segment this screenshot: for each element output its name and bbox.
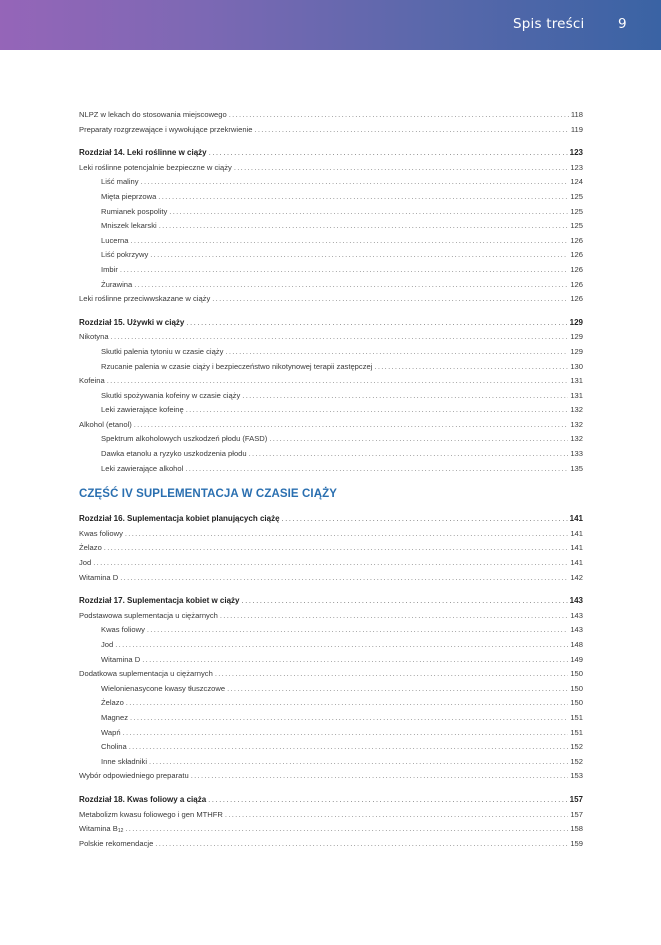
toc-subentry[interactable]: Mniszek lekarski . . . 125: [79, 219, 583, 234]
toc-subentry[interactable]: Kwas foliowy . . . 143: [79, 623, 583, 638]
toc-entry[interactable]: Leki roślinne przeciwwskazane w ciąży . . . 126: [79, 292, 583, 307]
toc-subentry[interactable]: Wapń . . . 151: [79, 726, 583, 741]
toc-entry[interactable]: Podstawowa suplementacja u ciężarnych . . . 143: [79, 609, 583, 624]
toc-subentry[interactable]: Żurawina . . . 126: [79, 278, 583, 293]
toc-subentry[interactable]: Liść maliny . . . 124: [79, 175, 583, 190]
toc-entry[interactable]: Żelazo . . . 141: [79, 541, 583, 556]
toc-subentry[interactable]: Leki zawierające kofeinę . . . 132: [79, 403, 583, 418]
toc-subentry[interactable]: Dawka etanolu a ryzyko uszkodzenia płodu . . . 133: [79, 447, 583, 462]
toc-subentry[interactable]: Mięta pieprzowa . . . 125: [79, 190, 583, 205]
toc-subentry[interactable]: Żelazo . . . 150: [79, 696, 583, 711]
toc-entry[interactable]: Dodatkowa suplementacja u ciężarnych . . . 150: [79, 667, 583, 682]
toc-subentry[interactable]: Spektrum alkoholowych uszkodzeń płodu (FASD) . . . 132: [79, 432, 583, 447]
toc-subentry[interactable]: Witamina D . . . 149: [79, 653, 583, 668]
toc-subentry[interactable]: Rzucanie palenia w czasie ciąży i bezpieczeństwo nikotynowej terapii zastępczej . . . 130: [79, 360, 583, 375]
toc-subentry[interactable]: Rumianek pospolity . . . 125: [79, 205, 583, 220]
toc-entry[interactable]: Witamina D . . . 142: [79, 571, 583, 586]
toc-subentry[interactable]: Skutki palenia tytoniu w czasie ciąży . . . 129: [79, 345, 583, 360]
header-title: Spis treści: [513, 16, 585, 32]
toc-entry[interactable]: Wybór odpowiedniego preparatu . . . 153: [79, 769, 583, 784]
toc-entry[interactable]: Kofeina . . . 131: [79, 374, 583, 389]
toc-subentry[interactable]: Jod . . . 148: [79, 638, 583, 653]
chapter-heading[interactable]: Rozdział 17. Suplementacja kobiet w ciąży . . . 143: [79, 594, 583, 609]
toc-entry[interactable]: Polskie rekomendacje . . . 159: [79, 837, 583, 852]
toc-entry[interactable]: Preparaty rozgrzewające i wywołujące przekrwienie . . . 119: [79, 123, 583, 138]
toc-entry[interactable]: Nikotyna . . . 129: [79, 330, 583, 345]
toc-entry[interactable]: NLPZ w lekach do stosowania miejscowego . . . 118: [79, 108, 583, 123]
toc-subentry[interactable]: Liść pokrzywy . . . 126: [79, 248, 583, 263]
chapter-heading[interactable]: Rozdział 14. Leki roślinne w ciąży . . . 123: [79, 146, 583, 161]
header-page-number: 9: [618, 16, 627, 32]
chapter-heading[interactable]: Rozdział 18. Kwas foliowy a ciąża . . . 157: [79, 793, 583, 808]
toc-subentry[interactable]: Wielonienasycone kwasy tłuszczowe . . . 150: [79, 682, 583, 697]
toc-subentry[interactable]: Skutki spożywania kofeiny w czasie ciąży . . . 131: [79, 389, 583, 404]
chapter-heading[interactable]: Rozdział 16. Suplementacja kobiet planujących ciążę . . . 141: [79, 512, 583, 527]
table-of-contents: [79, 108, 583, 851]
toc-entry[interactable]: Leki roślinne potencjalnie bezpieczne w ciąży . . . 123: [79, 161, 583, 176]
toc-entry[interactable]: Kwas foliowy . . . 141: [79, 527, 583, 542]
toc-entry[interactable]: Jod . . . 141: [79, 556, 583, 571]
chapter-heading[interactable]: Rozdział 15. Używki w ciąży . . . 129: [79, 316, 583, 331]
page-header: [0, 0, 661, 50]
toc-subentry[interactable]: Cholina . . . 152: [79, 740, 583, 755]
toc-subentry[interactable]: Inne składniki . . . 152: [79, 755, 583, 770]
toc-subentry[interactable]: Leki zawierające alkohol . . . 135: [79, 462, 583, 477]
part-heading[interactable]: CZĘŚĆ IV SUPLEMENTACJA W CZASIE CIĄŻY: [79, 488, 337, 501]
toc-entry[interactable]: Witamina $B_{12}$ . . . 158: [79, 822, 583, 837]
toc-subentry[interactable]: Magnez . . . 151: [79, 711, 583, 726]
toc-entry[interactable]: Metabolizm kwasu foliowego i gen MTHFR . . . 157: [79, 808, 583, 823]
toc-entry[interactable]: Alkohol (etanol) . . . 132: [79, 418, 583, 433]
toc-subentry[interactable]: Lucerna . . . 126: [79, 234, 583, 249]
toc-subentry[interactable]: Imbir . . . 126: [79, 263, 583, 278]
